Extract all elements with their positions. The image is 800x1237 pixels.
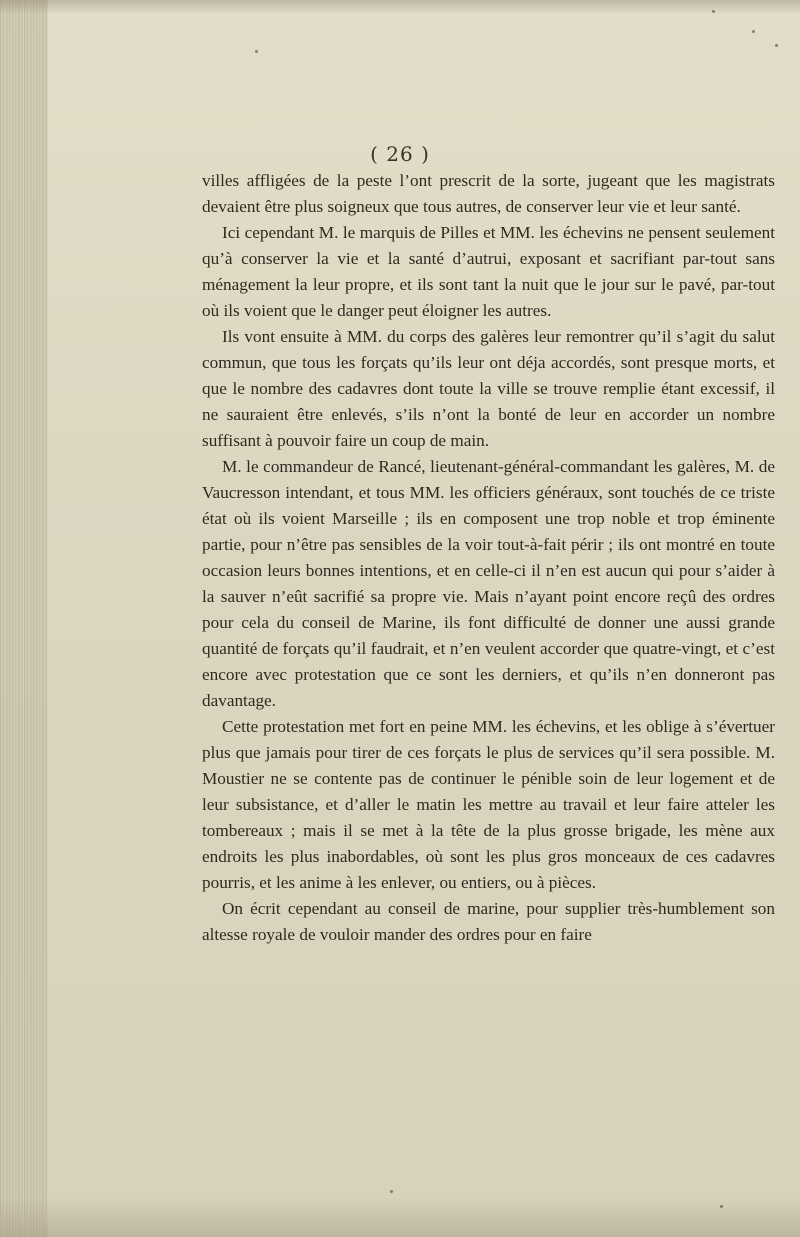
paper-speck [712,10,715,13]
paragraph: Ils vont ensuite à MM. du corps des galères leur remontrer qu’il s’agit du salut commun, que tous les forçats qu’ils leur ont déja accordés, sont presque morts, et que le nombre des cadavres dont toute la ville se trouve remplie étant excessif, il ne sauraient être enlevés, s’ils n’ont la bonté de leur en accorder un nombre suffisant à pouvoir faire un coup de main. [202,327,775,450]
page-bottom-shadow [0,1197,800,1237]
paper-speck [720,1205,723,1208]
page-number: ( 26 ) [370,142,430,166]
paragraph: M. le commandeur de Rancé, lieutenant-général-commandant les galères, M. de Vaucresson intendant, et tous MM. les officiers généraux, sont touchés de ce triste état où ils voient Marseille ; ils en composent une trop noble et trop éminente partie, pour n’être pas sensibles de la voir tout-à-fait périr ; ils ont montré en toute occasion leurs bonnes intentions, et en celle-ci il n’en est aucun qui pour s’aider à la sauver n’eût sacrifié sa propre vie. Mais n’ayant point encore reçû des ordres pour cela du conseil de Marine, ils font difficulté de donner une aussi grande quantité de forçats qu’il faudrait, et n’en veulent accorder que quatre-vingt, et c’est encore avec protestation que ce sont les derniers, et qu’ils n’en donneront pas davantage. [202,457,775,710]
paragraph: Cette protestation met fort en peine MM. les échevins, et les oblige à s’évertuer plus que jamais pour tirer de ces forçats le plus de services qu’il sera possible. M. Moustier ne se contente pas de continuer le pénible soin de leur logement et de leur subsistance, et d’aller le matin les mettre au travail et leur faire atteler les tombereaux ; mais il se met à la tête de la plus grosse brigade, les mène aux endroits les plus inabordables, où sont les plus gros monceaux de ces cadavres pourris, et les anime à les enlever, ou entiers, ou à pièces. [202,717,775,892]
page-stack-edge [0,0,48,1237]
paper-speck [752,30,755,33]
paper-speck [775,44,778,47]
paragraph: On écrit cependant au conseil de marine, pour supplier très-humblement son altesse royale de vouloir mander des ordres pour en faire [202,899,775,944]
page-top-shadow [0,0,800,14]
paper-speck [255,50,258,53]
body-text [202,168,775,948]
paper-speck [390,1190,393,1193]
paragraph: villes affligées de la peste l’ont prescrit de la sorte, jugeant que les magistrats devaient être plus soigneux que tous autres, de conserver leur vie et leur santé. [202,171,775,216]
paragraph: Ici cependant M. le marquis de Pilles et MM. les échevins ne pensent seulement qu’à conserver la vie et la santé d’autrui, exposant et sacrifiant par-tout sans ménagement la leur propre, et ils sont tant la nuit que le jour sur le pavé, par-tout où ils voient que le danger peut éloigner les autres. [202,223,775,320]
